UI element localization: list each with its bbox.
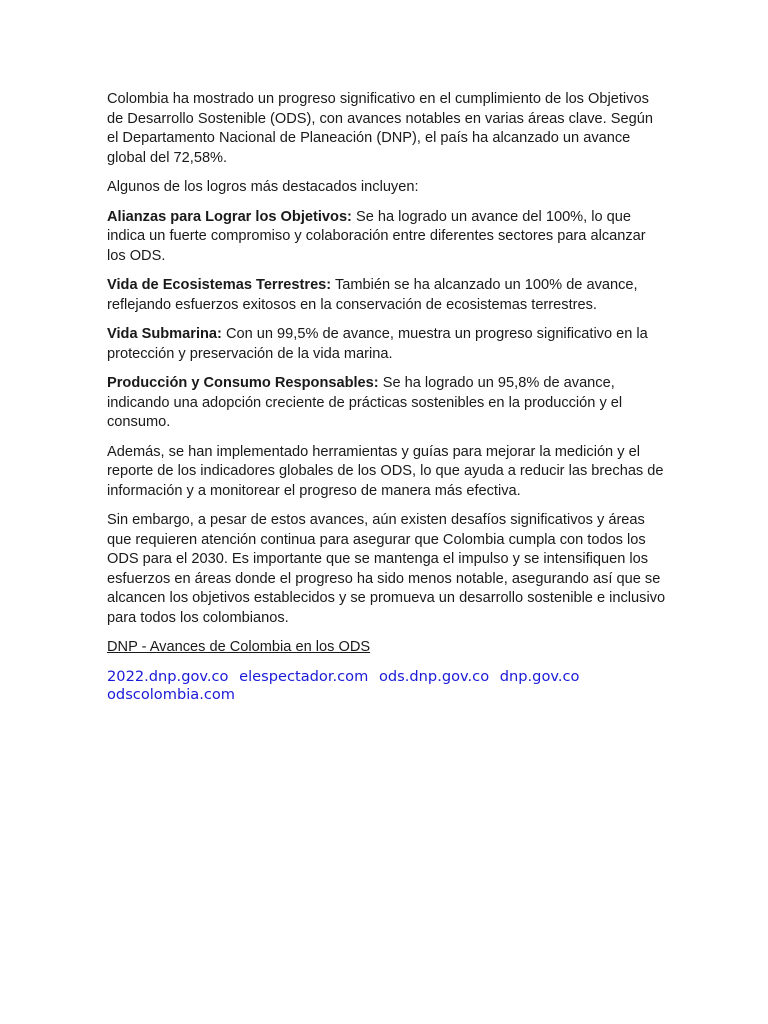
source-link[interactable]: odscolombia.com	[107, 685, 236, 703]
document-page	[107, 90, 667, 704]
source-link[interactable]: elespectador.com	[239, 667, 369, 685]
achievement-title: Producción y Consumo Responsables:	[107, 375, 379, 391]
achievement-text: Se ha logrado un 95,8% de avance, indicando una adopción creciente de prácticas sostenibles en la producción y el consumo.	[107, 375, 623, 430]
doc-link-paragraph	[107, 638, 667, 658]
achievement-title: Vida Submarina:	[107, 326, 222, 342]
sources-list	[107, 668, 667, 704]
intro-paragraph: Colombia ha mostrado un progreso significativo en el cumplimiento de los Objetivos de Desarrollo Sostenible (ODS), con avances notables en varias áreas clave. Según el Departamento Nacional de Planeación (DNP), el país ha alcanzado un avance global del 72,58%.	[107, 91, 653, 166]
tools-paragraph: Además, se han implementado herramientas y guías para mejorar la medición y el reporte de los indicadores globales de los ODS, lo que ayuda a reducir las brechas de información y a monitorear el progreso de manera más efectiva.	[107, 443, 664, 499]
source-link[interactable]: 2022.dnp.gov.co	[107, 667, 229, 685]
achievement-text: También se ha alcanzado un 100% de avance, reflejando esfuerzos exitosos en la conservación de ecosistemas terrestres.	[107, 277, 638, 313]
achievement-text: Se ha logrado un avance del 100%, lo que indica un fuerte compromiso y colaboración entre diferentes sectores para alcanzar los ODS.	[107, 208, 646, 264]
doc-link[interactable]: DNP - Avances de Colombia en los ODS	[107, 639, 371, 655]
achievement-item	[107, 374, 667, 433]
source-link[interactable]: dnp.gov.co	[499, 667, 580, 685]
achievement-item	[107, 208, 667, 267]
achievement-item	[107, 276, 667, 315]
achievement-text: Con un 99,5% de avance, muestra un progreso significativo en la protección y preservación de la vida marina.	[107, 326, 648, 362]
achievement-title: Alianzas para Lograr los Objetivos:	[107, 208, 352, 225]
challenges-paragraph: Sin embargo, a pesar de estos avances, aún existen desafíos significativos y áreas que requieren atención continua para asegurar que Colombia cumpla con todos los ODS para el 2030. Es importante que se mantenga el impulso y se intensifiquen los esfuerzos en áreas donde el progreso ha sido menos notable, asegurando así que se alcancen los objetivos establecidos y se promueva un desarrollo sostenible e inclusivo para todos los colombianos.	[107, 512, 666, 626]
lead-paragraph: Algunos de los logros más destacados incluyen:	[107, 179, 419, 195]
achievement-title: Vida de Ecosistemas Terrestres:	[107, 277, 332, 293]
source-link[interactable]: ods.dnp.gov.co	[378, 667, 490, 685]
achievement-item	[107, 325, 667, 364]
